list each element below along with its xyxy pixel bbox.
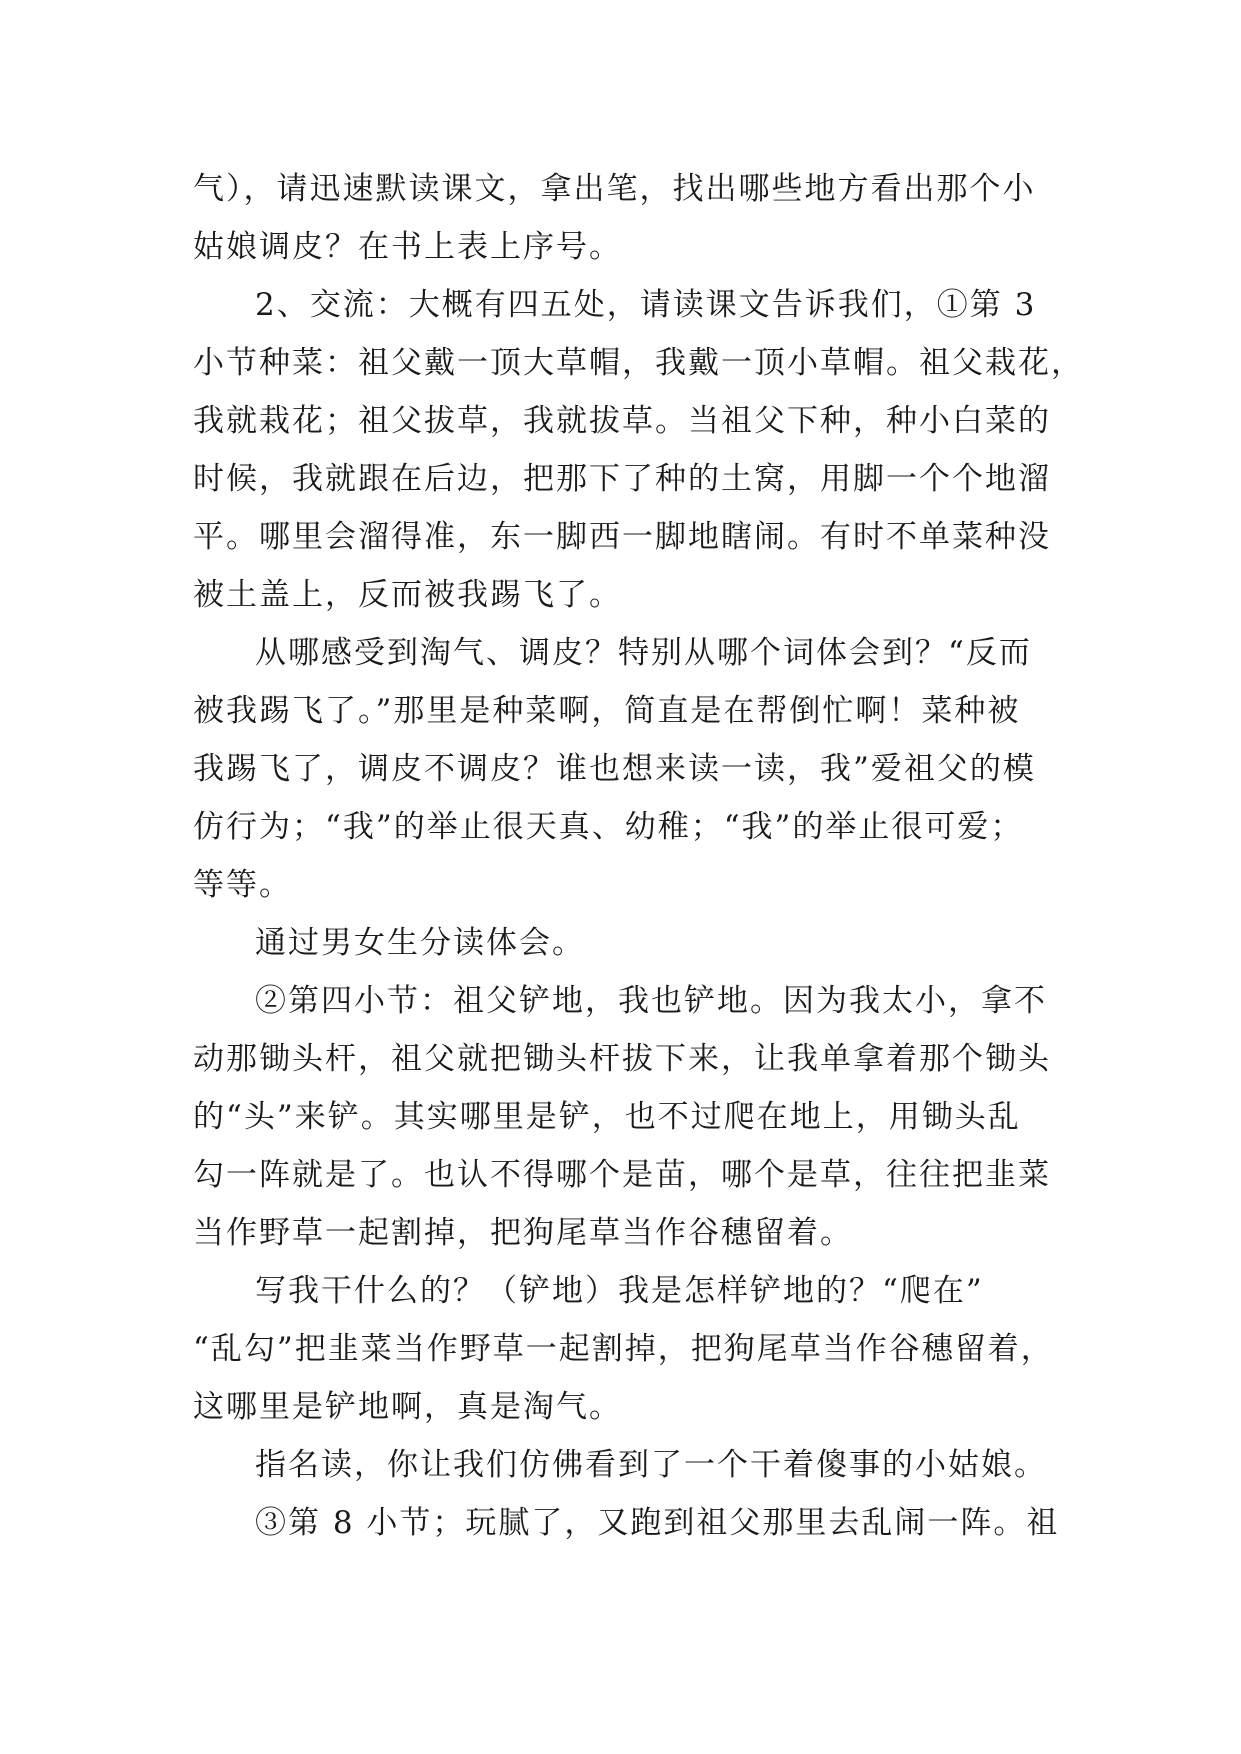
document-body xyxy=(193,160,1084,1552)
text-line: “乱勾”把韭菜当作野草一起割掉，把狗尾草当作谷穗留着， xyxy=(193,1331,1054,1367)
text-line: 我踢飞了，调皮不调皮？谁也想来读一读，我”爱祖父的模 xyxy=(193,751,1036,787)
text-line: 仿行为；“我”的举止很天真、幼稚；“我”的举止很可爱； xyxy=(193,809,1024,845)
text-line: ③第 8 小节；玩腻了，又跑到祖父那里去乱闹一阵。祖 xyxy=(255,1505,1060,1541)
text-line: 被土盖上，反而被我踢飞了。 xyxy=(193,577,622,613)
text-line: 被我踢飞了。”那里是种菜啊，简直是在帮倒忙啊！菜种被 xyxy=(193,693,1021,729)
text-line: 2、交流：大概有四五处，请读课文告诉我们，①第 3 xyxy=(255,287,1037,323)
text-line: 写我干什么的？（铲地）我是怎样铲地的？“爬在” xyxy=(255,1273,984,1309)
text-line: 从哪感受到淘气、调皮？特别从哪个词体会到？“反而 xyxy=(255,635,1032,671)
text-line: 当作野草一起割掉，把狗尾草当作谷穗留着。 xyxy=(193,1215,853,1251)
text-line: 动那锄头杆，祖父就把锄头杆拔下来，让我单拿着那个锄头 xyxy=(193,1041,1051,1077)
text-line: 这哪里是铲地啊，真是淘气。 xyxy=(193,1389,622,1425)
text-line: ②第四小节：祖父铲地，我也铲地。因为我太小，拿不 xyxy=(255,983,1047,1019)
text-line: 气），请迅速默读课文，拿出笔，找出哪些地方看出那个小 xyxy=(193,171,1036,207)
text-line: 时候，我就跟在后边，把那下了种的土窝，用脚一个个地溜 xyxy=(193,461,1051,497)
text-line: 姑娘调皮？在书上表上序号。 xyxy=(193,229,622,265)
text-line: 勾一阵就是了。也认不得哪个是苗，哪个是草，往往把韭菜 xyxy=(193,1157,1051,1193)
text-line: 小节种菜：祖父戴一顶大草帽，我戴一顶小草帽。祖父栽花， xyxy=(193,345,1084,381)
text-line: 指名读，你让我们仿佛看到了一个干着傻事的小姑娘。 xyxy=(255,1447,1047,1483)
text-line: 平。哪里会溜得准，东一脚西一脚地瞎闹。有时不单菜种没 xyxy=(193,519,1051,555)
text-line: 的“头”来铲。其实哪里是铲，也不过爬在地上，用锄头乱 xyxy=(193,1099,1021,1135)
text-line: 通过男女生分读体会。 xyxy=(255,925,585,961)
text-line: 我就栽花；祖父拔草，我就拔草。当祖父下种，种小白菜的 xyxy=(193,403,1051,439)
text-line: 等等。 xyxy=(193,867,292,903)
